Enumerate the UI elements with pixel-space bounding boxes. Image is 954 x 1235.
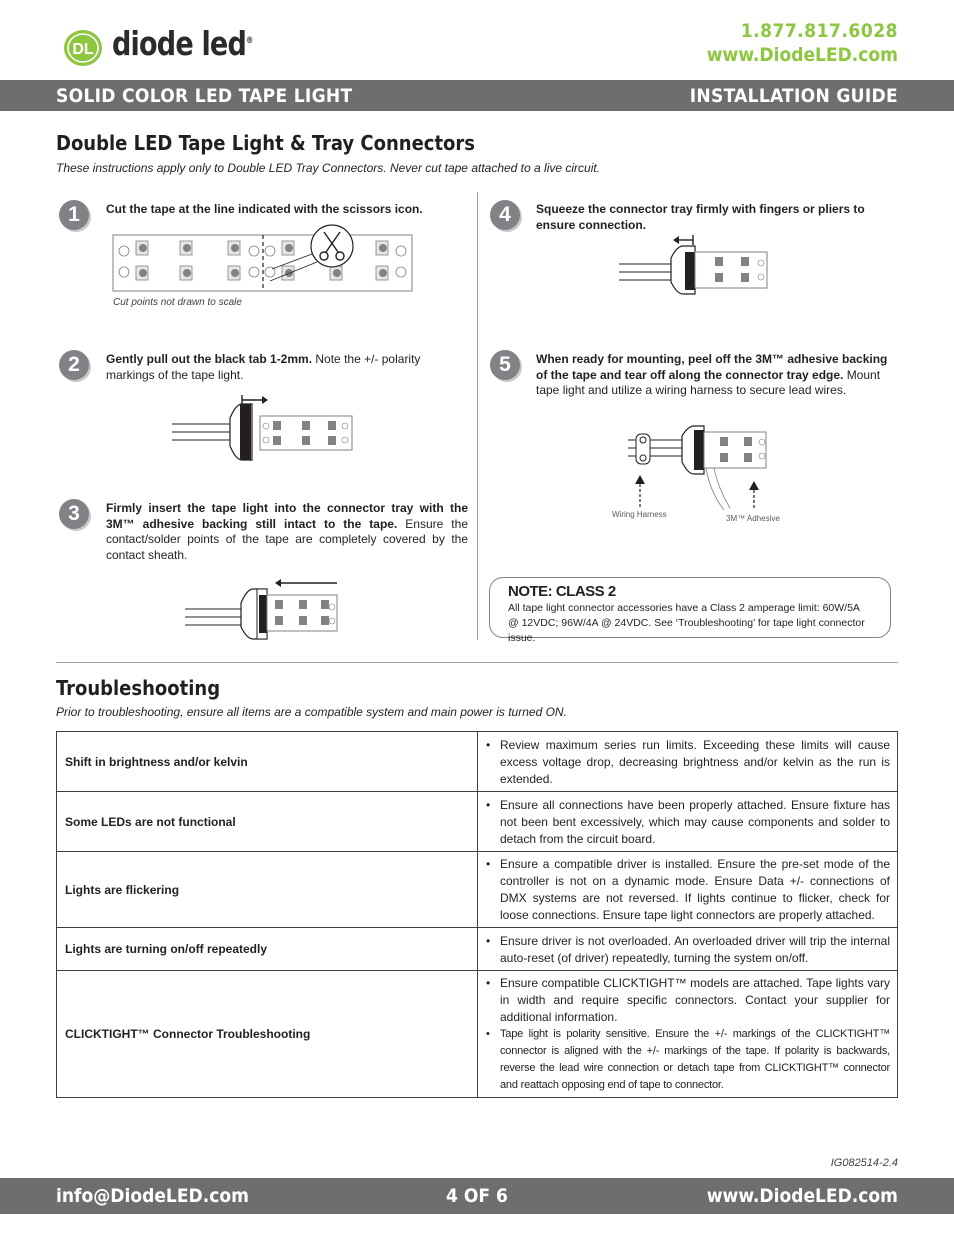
adhesive-label: 3M™ Adhesive [726,514,780,523]
solution-item: • Ensure compatible CLICKTIGHT™ models are attached. Tape lights vary in width and require specific connectors. Contact your supplier for additional information. [486,975,890,1026]
footer-website-link[interactable]: www.DiodeLED.com [706,1185,898,1207]
table-row [57,792,898,852]
website-link-top[interactable]: www.DiodeLED.com [706,44,898,66]
insert-tape-illustration [183,575,343,643]
dl-logo-icon [62,28,106,68]
section-divider [56,662,898,663]
footer-email-link[interactable]: info@DiodeLED.com [56,1185,249,1207]
note-title: NOTE: CLASS 2 [508,583,616,600]
troubleshooting-table [56,731,898,1098]
step-number-1: 1 [59,200,89,230]
solution-cell [478,852,898,928]
issue-cell: Lights are turning on/off repeatedly [57,928,478,971]
title-band [0,80,954,111]
arrow-left-icon-small [673,236,679,244]
scissors-icon [311,225,353,267]
column-divider [477,192,478,640]
solution-cell [478,792,898,852]
solution-cell [478,971,898,1098]
section-heading-connectors: Double LED Tape Light & Tray Connectors [56,131,475,155]
brand-logo[interactable] [62,24,253,70]
class2-note-box [489,577,891,644]
arrow-up-icon [749,481,759,490]
step-number-3: 3 [59,499,89,529]
step-2-text: Gently pull out the black tab 1-2mm. Note the +/- polarity markings of the tape light. [106,352,421,382]
table-row [57,928,898,971]
arrow-up-icon [635,475,645,484]
arrow-right-icon [262,396,268,404]
solution-item: • Tape light is polarity sensitive. Ensure the +/- markings of the CLICKTIGHT™ connector is aligned with the +/- markings of the tape. If polarity is backwards, reverse the lead wire connection or detach tape from CLICKTIGHT™ connector and reattach opposing end of tape to connector. [486,1026,890,1094]
label-arrows [633,475,763,511]
step-1-text: Cut the tape at the line indicated with the scissors icon. [106,202,423,216]
issue-cell: Some LEDs are not functional [57,792,478,852]
cut-caption: Cut points not drawn to scale [113,297,242,308]
issue-cell: Lights are flickering [57,852,478,928]
wiring-harness-label: Wiring Harness [612,510,667,519]
step-3-text: Firmly insert the tape light into the connector tray with the 3M™ adhesive backing still intact to the tape. Ensure the contact/solder points of the tape are completely covered by the contact sheath. [106,501,468,562]
cut-tape-illustration [112,224,414,294]
step-5-text: When ready for mounting, peel off the 3M™ adhesive backing of the tape and tear off along the connector tray edge. Mount tape light and utilize a wiring harness to secure lead wires. [536,352,888,397]
phone-number[interactable]: 1.877.817.6028 [740,20,898,42]
product-title: SOLID COLOR LED TAPE LIGHT [56,85,353,107]
section-intro-connectors: These instructions apply only to Double LED Tray Connectors. Never cut tape attached to a live circuit. [56,161,601,175]
logo-mark-text: DL [72,41,94,58]
squeeze-connector-illustration [617,232,772,300]
solution-cell [478,732,898,792]
table-row [57,852,898,928]
solution-item: • Review maximum series run limits. Exceeding these limits will cause excess voltage drop, decreasing brightness and/or kelvin as the run is extended. [486,737,890,788]
doc-type-title: INSTALLATION GUIDE [689,85,898,107]
table-row [57,971,898,1098]
wiring-harness-clip [636,434,650,464]
footer-band [0,1178,954,1214]
step-number-5: 5 [490,350,520,380]
issue-cell: Shift in brightness and/or kelvin [57,732,478,792]
step-4-text: Squeeze the connector tray firmly with fingers or pliers to ensure connection. [536,202,865,232]
step-number-4: 4 [490,200,520,230]
arrow-left-icon [275,579,281,587]
solution-item: • Ensure all connections have been properly attached. Ensure fixture has not been bent excessively, which may cause components and solder to detach from the circuit board. [486,797,890,848]
section-heading-troubleshooting: Troubleshooting [56,676,221,700]
solution-item: • Ensure a compatible driver is installed. Ensure the pre-set mode of the controller is not on a dynamic mode. Ensure Data +/- connections of DMX systems are not reversed. If lights continue to flicker, check for loose connections. Ensure tape light connectors are properly attached. [486,856,890,924]
pull-tab-illustration [170,390,360,465]
brand-wordmark: diode led® [112,24,253,63]
note-body: All tape light connector accessories have a Class 2 amperage limit: 60W/5A @ 12VDC; 96W/4A @ 24VDC. See ‘Troubleshooting’ for tape light connector issue. [508,602,865,644]
issue-cell: CLICKTIGHT™ Connector Troubleshooting [57,971,478,1098]
solution-cell [478,928,898,971]
table-row [57,732,898,792]
step-number-2: 2 [59,350,89,380]
document-id: IG082514-2.4 [830,1157,898,1169]
solution-item: • Ensure driver is not overloaded. An overloaded driver will trip the internal auto-reset (of driver) repeatedly, turning the system on/off. [486,933,890,967]
page-number: 4 OF 6 [446,1185,508,1207]
troubleshooting-intro: Prior to troubleshooting, ensure all items are a compatible system and main power is turned ON. [56,705,567,719]
